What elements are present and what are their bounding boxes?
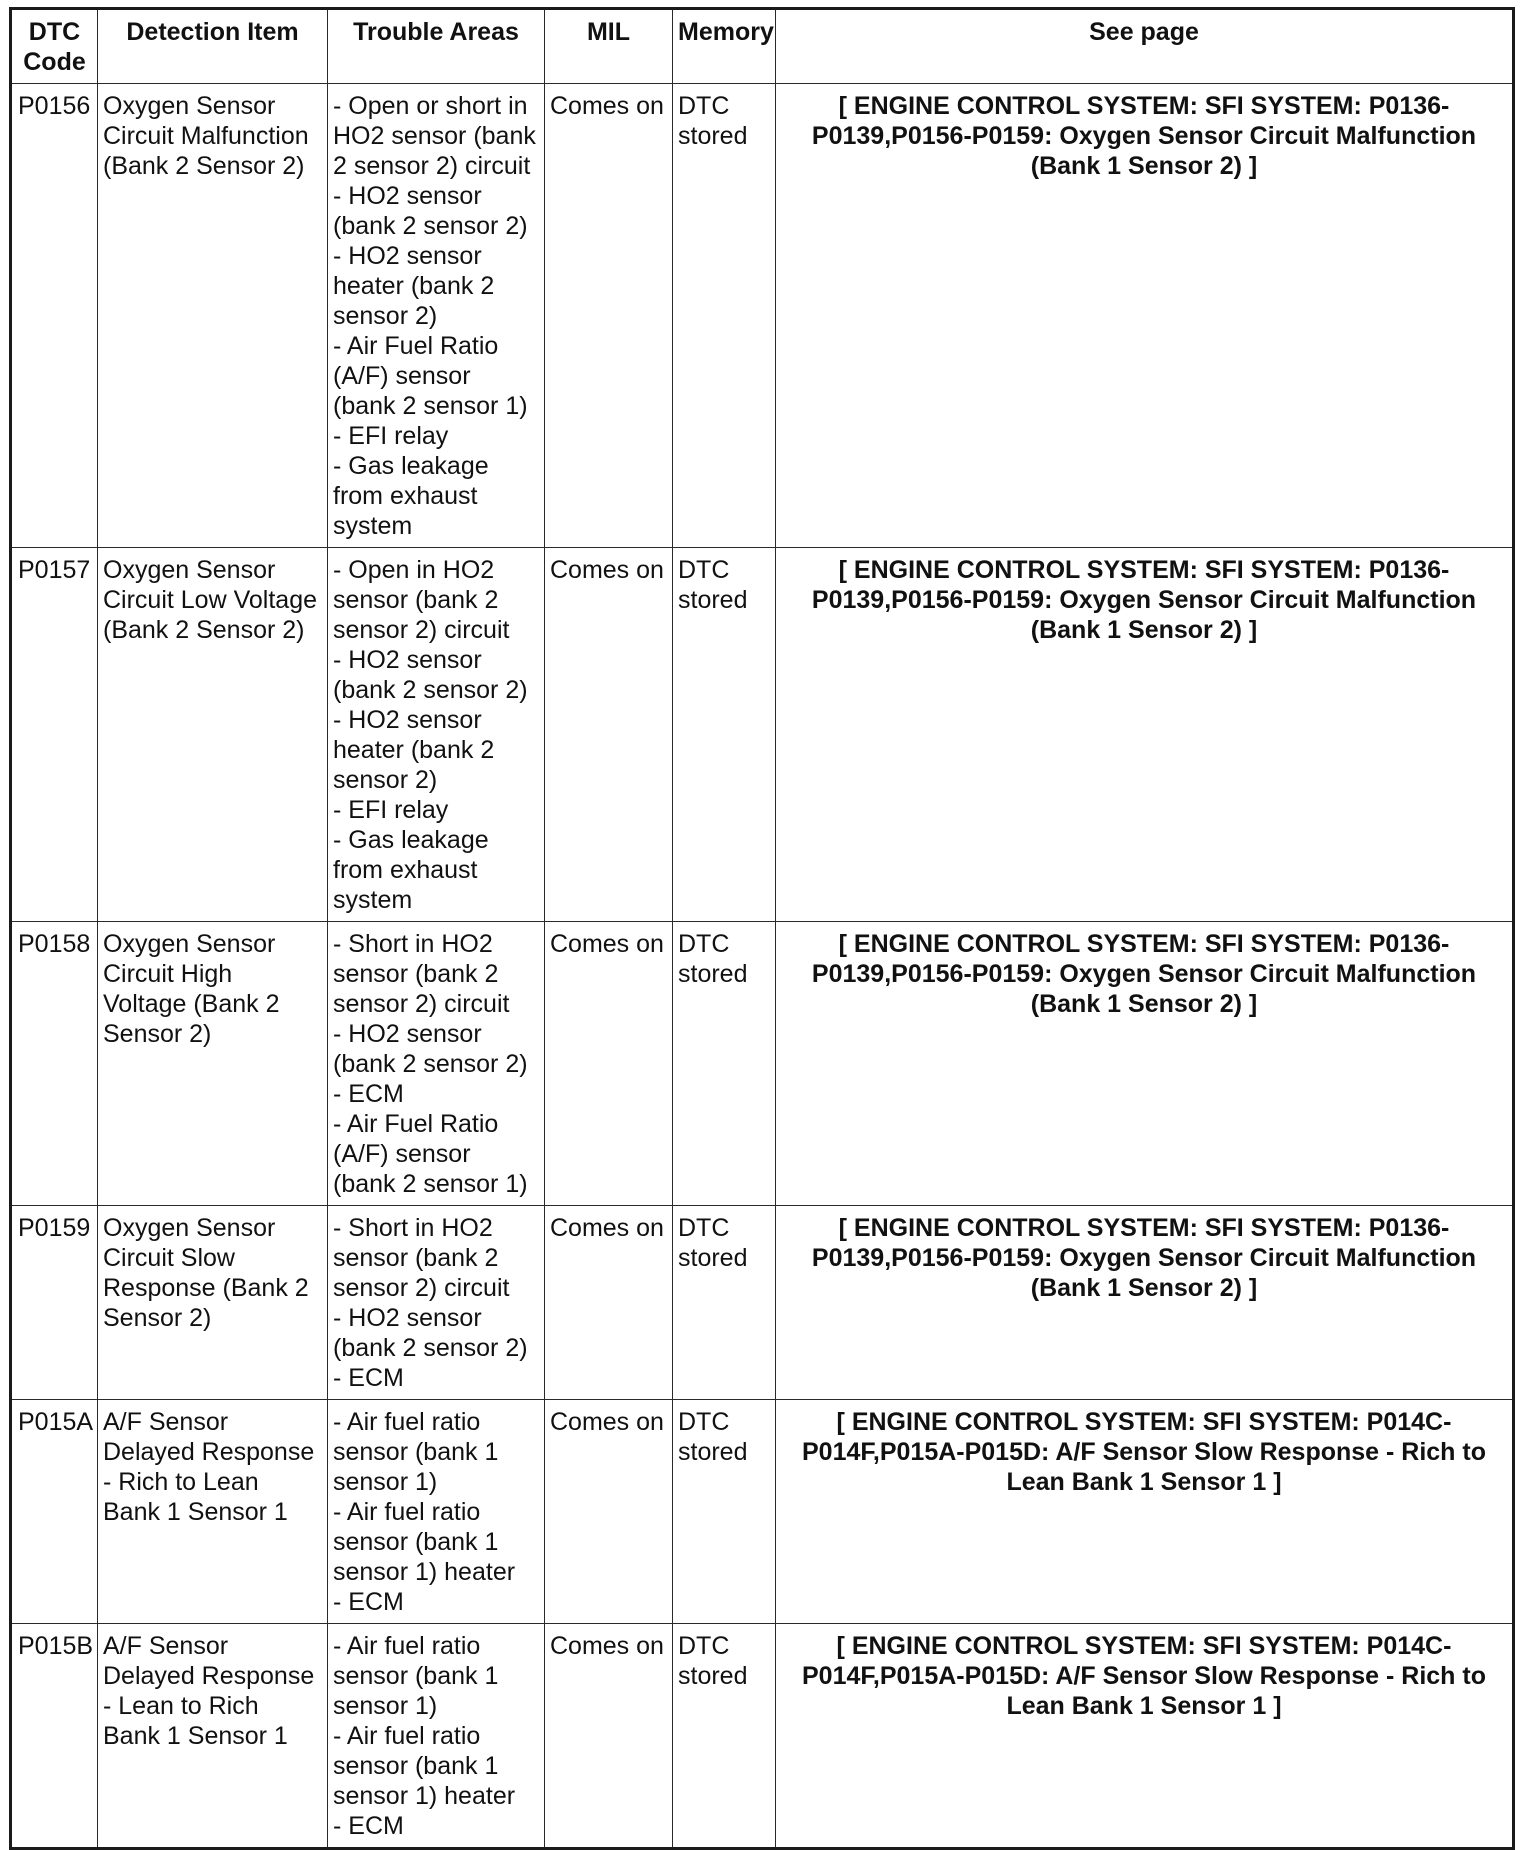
trouble-areas-cell <box>328 922 545 1206</box>
detection-item-cell: A/F Sensor Delayed Response - Rich to Lean Bank 1 Sensor 1 <box>98 1400 328 1624</box>
trouble-area-item: - HO2 sensor (bank 2 sensor 2) <box>333 1304 528 1362</box>
trouble-area-item: - ECM <box>333 1364 404 1392</box>
trouble-area-item: - Air fuel ratio sensor (bank 1 sensor 1) heater <box>333 1498 516 1586</box>
mil-cell: Comes on <box>545 1400 673 1624</box>
trouble-areas-cell <box>328 1400 545 1624</box>
table-row <box>11 548 1514 922</box>
memory-cell: DTC stored <box>673 922 776 1206</box>
trouble-area-item: - Short in HO2 sensor (bank 2 sensor 2) circuit <box>333 930 510 1018</box>
header-memory: Memory <box>673 9 776 84</box>
dtc-code-cell: P0158 <box>11 922 98 1206</box>
detection-item-cell: Oxygen Sensor Circuit Slow Response (Bank 2 Sensor 2) <box>98 1206 328 1400</box>
see-page-cell: [ ENGINE CONTROL SYSTEM: SFI SYSTEM: P0136-P0139,P0156-P0159: Oxygen Sensor Circuit Malfunction (Bank 1 Sensor 2) ] <box>776 922 1514 1206</box>
trouble-areas-cell <box>328 1206 545 1400</box>
mil-cell: Comes on <box>545 1206 673 1400</box>
see-page-cell: [ ENGINE CONTROL SYSTEM: SFI SYSTEM: P014C-P014F,P015A-P015D: A/F Sensor Slow Response - Rich to Lean Bank 1 Sensor 1 ] <box>776 1624 1514 1849</box>
memory-cell: DTC stored <box>673 1400 776 1624</box>
trouble-area-item: - HO2 sensor heater (bank 2 sensor 2) <box>333 242 495 330</box>
dtc-table <box>9 7 1515 1850</box>
trouble-area-item: - Open in HO2 sensor (bank 2 sensor 2) circuit <box>333 556 510 644</box>
memory-cell: DTC stored <box>673 1206 776 1400</box>
table-row <box>11 922 1514 1206</box>
see-page-cell: [ ENGINE CONTROL SYSTEM: SFI SYSTEM: P0136-P0139,P0156-P0159: Oxygen Sensor Circuit Malfunction (Bank 1 Sensor 2) ] <box>776 548 1514 922</box>
dtc-code-cell: P0159 <box>11 1206 98 1400</box>
detection-item-cell: Oxygen Sensor Circuit Low Voltage (Bank 2 Sensor 2) <box>98 548 328 922</box>
trouble-area-item: - ECM <box>333 1080 404 1108</box>
trouble-area-item: - ECM <box>333 1812 404 1840</box>
header-dtc-code: DTC Code <box>11 9 98 84</box>
header-detection-item: Detection Item <box>98 9 328 84</box>
memory-cell: DTC stored <box>673 84 776 548</box>
trouble-area-item: - HO2 sensor heater (bank 2 sensor 2) <box>333 706 495 794</box>
table-body <box>11 84 1514 1849</box>
mil-cell: Comes on <box>545 548 673 922</box>
see-page-cell: [ ENGINE CONTROL SYSTEM: SFI SYSTEM: P0136-P0139,P0156-P0159: Oxygen Sensor Circuit Malfunction (Bank 1 Sensor 2) ] <box>776 84 1514 548</box>
detection-item-cell: Oxygen Sensor Circuit Malfunction (Bank 2 Sensor 2) <box>98 84 328 548</box>
trouble-area-item: - Gas leakage from exhaust system <box>333 452 489 540</box>
dtc-code-cell: P015A <box>11 1400 98 1624</box>
trouble-area-item: - ECM <box>333 1588 404 1616</box>
trouble-area-item: - EFI relay <box>333 796 449 824</box>
trouble-area-item: - Air fuel ratio sensor (bank 1 sensor 1) <box>333 1632 499 1720</box>
mil-cell: Comes on <box>545 1624 673 1849</box>
header-row <box>11 9 1514 84</box>
dtc-code-cell: P0156 <box>11 84 98 548</box>
mil-cell: Comes on <box>545 84 673 548</box>
table-row <box>11 84 1514 548</box>
table-row <box>11 1400 1514 1624</box>
memory-cell: DTC stored <box>673 1624 776 1849</box>
trouble-area-item: - Gas leakage from exhaust system <box>333 826 489 914</box>
trouble-areas-cell <box>328 1624 545 1849</box>
trouble-area-item: - Open or short in HO2 sensor (bank 2 sensor 2) circuit <box>333 92 536 180</box>
trouble-area-item: - Short in HO2 sensor (bank 2 sensor 2) circuit <box>333 1214 510 1302</box>
trouble-area-item: - Air Fuel Ratio (A/F) sensor (bank 2 sensor 1) <box>333 332 528 420</box>
see-page-cell: [ ENGINE CONTROL SYSTEM: SFI SYSTEM: P014C-P014F,P015A-P015D: A/F Sensor Slow Response - Rich to Lean Bank 1 Sensor 1 ] <box>776 1400 1514 1624</box>
trouble-areas-cell <box>328 548 545 922</box>
detection-item-cell: Oxygen Sensor Circuit High Voltage (Bank 2 Sensor 2) <box>98 922 328 1206</box>
trouble-area-item: - HO2 sensor (bank 2 sensor 2) <box>333 1020 528 1078</box>
trouble-area-item: - HO2 sensor (bank 2 sensor 2) <box>333 182 528 240</box>
header-mil: MIL <box>545 9 673 84</box>
mil-cell: Comes on <box>545 922 673 1206</box>
memory-cell: DTC stored <box>673 548 776 922</box>
table-row <box>11 1206 1514 1400</box>
trouble-area-item: - Air fuel ratio sensor (bank 1 sensor 1) <box>333 1408 499 1496</box>
trouble-area-item: - EFI relay <box>333 422 449 450</box>
detection-item-cell: A/F Sensor Delayed Response - Lean to Rich Bank 1 Sensor 1 <box>98 1624 328 1849</box>
header-see-page: See page <box>776 9 1514 84</box>
table-row <box>11 1624 1514 1849</box>
trouble-area-item: - HO2 sensor (bank 2 sensor 2) <box>333 646 528 704</box>
trouble-area-item: - Air fuel ratio sensor (bank 1 sensor 1) heater <box>333 1722 516 1810</box>
see-page-cell: [ ENGINE CONTROL SYSTEM: SFI SYSTEM: P0136-P0139,P0156-P0159: Oxygen Sensor Circuit Malfunction (Bank 1 Sensor 2) ] <box>776 1206 1514 1400</box>
dtc-code-cell: P0157 <box>11 548 98 922</box>
trouble-areas-cell <box>328 84 545 548</box>
trouble-area-item: - Air Fuel Ratio (A/F) sensor (bank 2 sensor 1) <box>333 1110 528 1198</box>
dtc-code-cell: P015B <box>11 1624 98 1849</box>
header-trouble-areas: Trouble Areas <box>328 9 545 84</box>
